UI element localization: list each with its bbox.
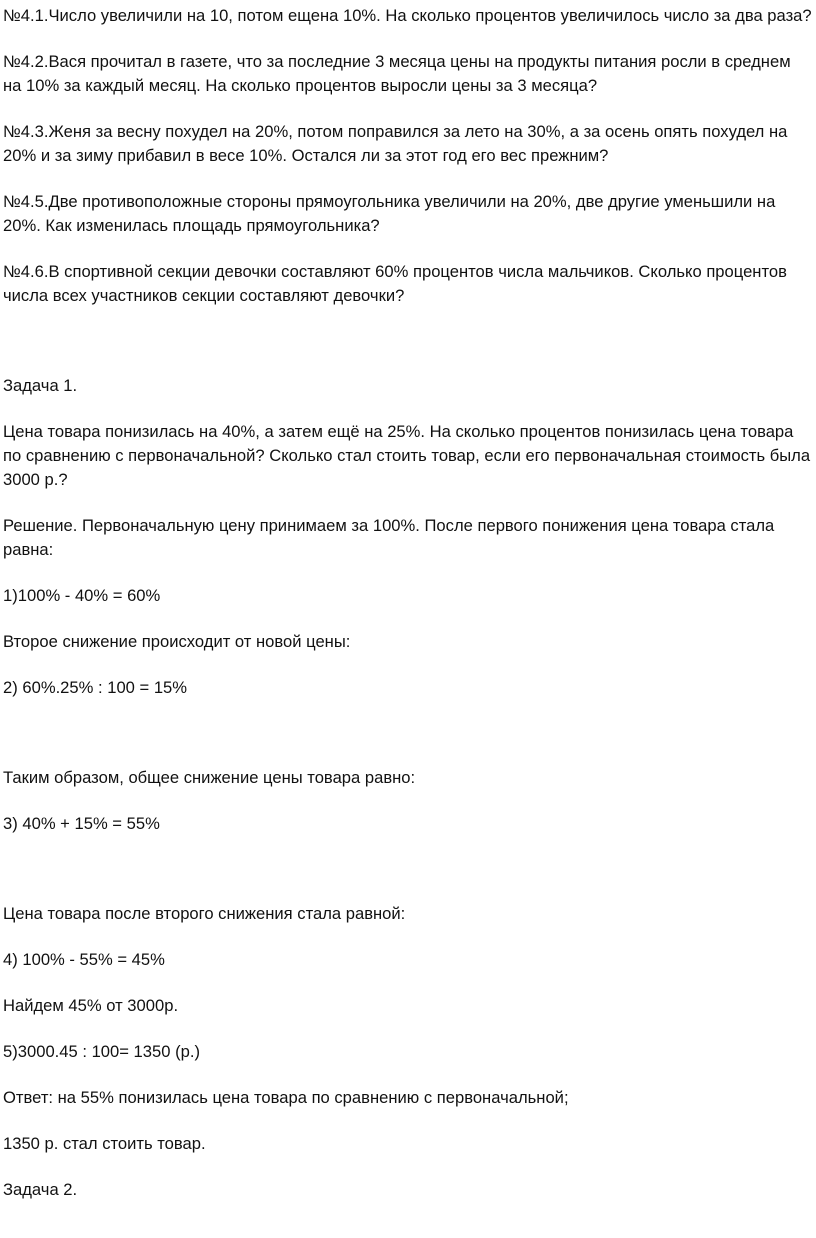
problem-4-5: №4.5.Две противоположные стороны прямоугольника увеличили на 20%, две другие уменьшили на 20%. Как изменилась площадь прямоугольника? [3,192,776,235]
problem-4-6: №4.6.В спортивной секции девочки составляют 60% процентов числа мальчиков. Сколько процентов числа всех участников секции составляют девочки? [3,262,787,305]
problem-4-3: №4.3.Женя за весну похудел на 20%, потом поправился за лето на 30%, а за осень опять похудел на 20% и за зиму прибавил в весе 10%. Остался ли за этот год его вес прежним? [3,122,788,165]
task1-find45: Найдем 45% от 3000р. [3,996,179,1015]
task2-title: Задача 2. [3,1180,78,1199]
task1-step5: 5)3000.45 : 100= 1350 (р.) [3,1042,200,1061]
task1-title: Задача 1. [3,376,78,395]
task1-total-decrease-intro: Таким образом, общее снижение цены товара равно: [3,768,416,787]
task1-second-decrease: Второе снижение происходит от новой цены: [3,632,351,651]
task1-statement: Цена товара понизилась на 40%, а затем ещё на 25%. На сколько процентов понизилась цена товара по сравнению с первоначальной? Сколько стал стоить товар, если его первоначальная стоимость была 3000 р.? [3,422,811,489]
problem-4-2: №4.2.Вася прочитал в газете, что за последние 3 месяца цены на продукты питания росли в среднем на 10% за каждый месяц. На сколько процентов выросли цены за 3 месяца? [3,52,791,95]
task1-answer-line2: 1350 р. стал стоить товар. [3,1134,206,1153]
task1-step4: 4) 100% - 55% = 45% [3,950,165,969]
task1-step3: 3) 40% + 15% = 55% [3,814,160,833]
task1-after-second-intro: Цена товара после второго снижения стала равной: [3,904,406,923]
task1-step2: 2) 60%.25% : 100 = 15% [3,678,188,697]
task1-step1: 1)100% - 40% = 60% [3,586,161,605]
problem-4-1: №4.1.Число увеличили на 10, потом ещена 10%. На сколько процентов увеличилось число за два раза? [3,6,812,25]
task1-solution-intro: Решение. Первоначальную цену принимаем за 100%. После первого понижения цена товара стала равна: [3,516,775,559]
task1-answer-line1: Ответ: на 55% понизилась цена товара по сравнению с первоначальной; [3,1088,569,1107]
